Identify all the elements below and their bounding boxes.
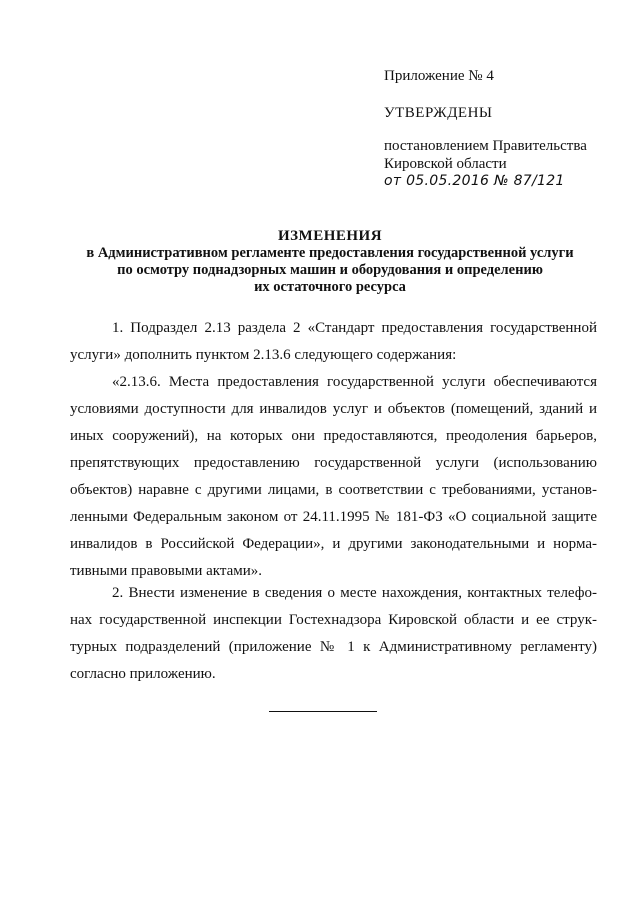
- body-line: «2.13.6. Места предоставления государственной услуги обеспечиваются: [112, 374, 597, 390]
- document-title: ИЗМЕНЕНИЯ: [277, 228, 383, 244]
- body-line: 1. Подраздел 2.13 раздела 2 «Стандарт предоставления государственной: [112, 320, 597, 336]
- appendix-number: Приложение № 4: [384, 68, 494, 84]
- document-subtitle-line-1: в Административном регламенте предоставления государственной услуги: [86, 245, 574, 261]
- body-line: нах государственной инспекции Гостехнадзора Кировской области и ее струк-: [70, 612, 597, 628]
- decree-line-2: Кировской области: [384, 156, 507, 172]
- body-line: ленными Федеральным законом от 24.11.1995 № 181-ФЗ «О социальной защите: [70, 509, 597, 525]
- body-line: условиями доступности для инвалидов услуг и объектов (помещений, зданий и: [70, 401, 597, 417]
- document-subtitle-line-2: по осмотру поднадзорных машин и оборудования и определению: [117, 262, 543, 278]
- closing-divider: [269, 711, 377, 712]
- decree-date-handwritten: от 05.05.2016 № 87/121: [384, 173, 565, 189]
- body-line: согласно приложению.: [70, 666, 216, 682]
- body-line: препятствующих предоставлению государственной услуги (использованию: [70, 455, 597, 471]
- approved-label: УТВЕРЖДЕНЫ: [384, 105, 493, 121]
- decree-line-1: постановлением Правительства: [384, 138, 587, 154]
- body-line: инвалидов в Российской Федерации», и другими законодательными и норма-: [70, 536, 597, 552]
- body-line: тивными правовыми актами».: [70, 563, 263, 579]
- document-subtitle-line-3: их остаточного ресурса: [254, 279, 406, 295]
- body-line: иных сооружений), на которых они предоставляются, преодоления барьеров,: [70, 428, 597, 444]
- body-line: объектов) наравне с другими лицами, в соответствии с требованиями, установ-: [70, 482, 597, 498]
- body-line: турных подразделений (приложение № 1 к Административному регламенту): [70, 639, 597, 655]
- body-line: 2. Внести изменение в сведения о месте нахождения, контактных телефо-: [112, 585, 597, 601]
- body-line: услуги» дополнить пунктом 2.13.6 следующего содержания:: [70, 347, 457, 363]
